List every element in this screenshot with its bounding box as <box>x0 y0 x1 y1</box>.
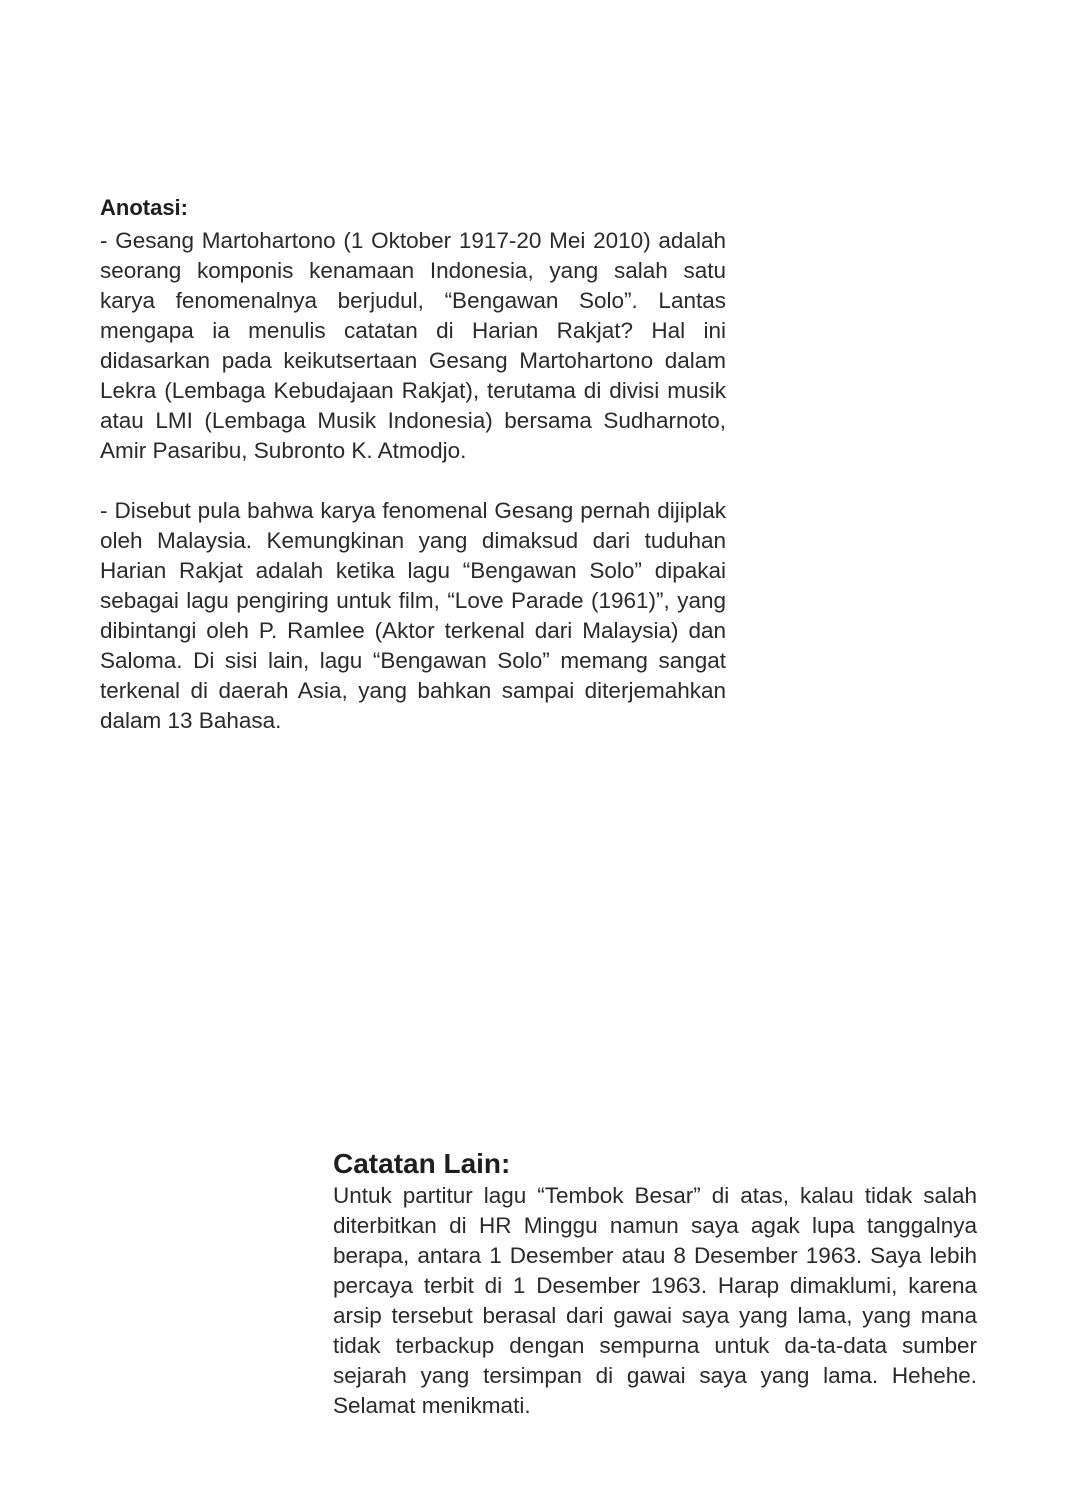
anotasi-paragraph-1: - Gesang Martohartono (1 Oktober 1917-20 Mei 2010) adalah seorang komponis kenamaan Indonesia, yang salah satu karya fenomenalnya berjudul, “Bengawan Solo”. Lantas mengapa ia menulis catatan di Harian Rakjat? Hal ini didasarkan pada keikutsertaan Gesang Martohartono dalam Lekra (Lembaga Kebudajaan Rakjat), terutama di divisi musik atau LMI (Lembaga Musik Indonesia) bersama Sudharnoto, Amir Pasaribu, Subronto K. Atmodjo. <box>100 228 726 463</box>
anotasi-section <box>100 194 726 736</box>
catatan-lain-section <box>333 1147 977 1421</box>
catatan-lain-heading: Catatan Lain: <box>333 1148 511 1179</box>
anotasi-paragraph-2: - Disebut pula bahwa karya fenomenal Gesang pernah dijiplak oleh Malaysia. Kemungkinan yang dimaksud dari tuduhan Harian Rakjat adalah ketika lagu “Bengawan Solo” dipakai sebagai lagu pengiring untuk film, “Love Parade (1961)”, yang dibintangi oleh P. Ramlee (Aktor terkenal dari Malaysia) dan Saloma. Di sisi lain, lagu “Bengawan Solo” memang sangat terkenal di daerah Asia, yang bahkan sampai diterjemahkan dalam 13 Bahasa. <box>100 498 726 733</box>
catatan-lain-paragraph: Untuk partitur lagu “Tembok Besar” di atas, kalau tidak salah diterbitkan di HR Minggu namun saya agak lupa tanggalnya berapa, antara 1 Desember atau 8 Desember 1963. Saya lebih percaya terbit di 1 Desember 1963. Harap dimaklumi, karena arsip tersebut berasal dari gawai saya yang lama, yang mana tidak terbackup dengan sempurna untuk da-ta-data sumber sejarah yang tersimpan di gawai saya yang lama. Hehehe. Selamat menikmati. <box>333 1183 977 1418</box>
anotasi-heading: Anotasi: <box>100 195 188 220</box>
